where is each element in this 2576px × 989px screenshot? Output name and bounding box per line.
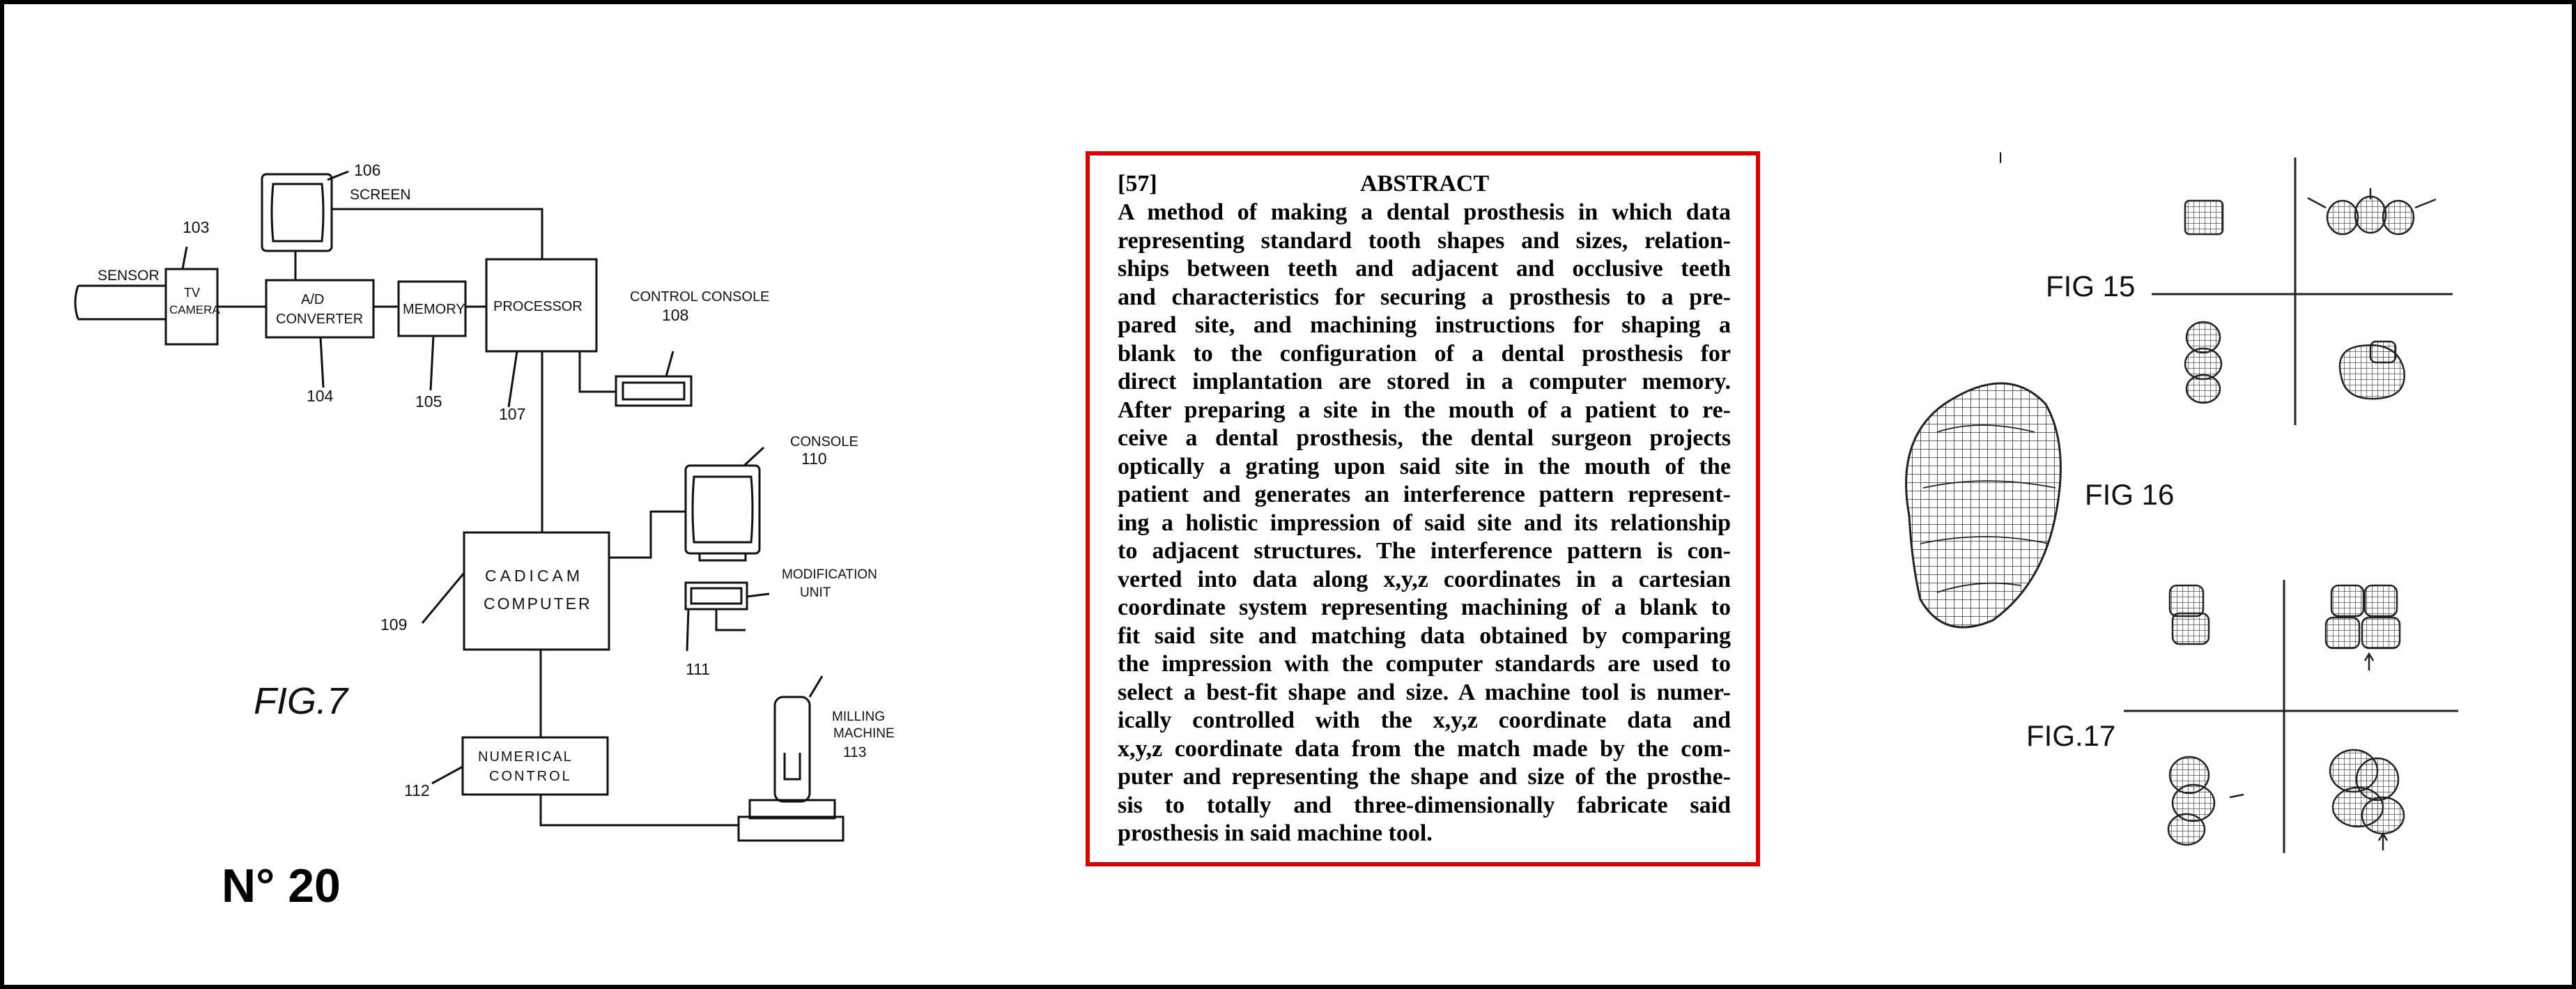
label-ad: A/D (301, 292, 325, 307)
abstract-line: coordinate system representing machining of a blank to (1118, 595, 1731, 620)
console-monitor (686, 466, 759, 553)
abstract-line: ceive a dental prosthesis, the dental surgeon projects (1118, 425, 1731, 451)
abstract-line: to adjacent structures. The interference pattern is con- (1118, 538, 1731, 564)
abstract-header (1118, 164, 1731, 199)
abstract-line: pared site, and machining instructions for shaping a (1118, 312, 1731, 338)
milling-machine-base (739, 817, 843, 841)
ref-111: 111 (686, 660, 710, 678)
tooth-figures-panel (1853, 139, 2481, 878)
ref-103: 103 (183, 218, 210, 236)
abstract-line: and characteristics for securing a prosthesis to a pre- (1118, 284, 1731, 310)
label-control-console: CONTROL CONSOLE (630, 289, 770, 305)
label-unit: UNIT (800, 585, 831, 600)
slide-number: N° 20 (222, 859, 341, 912)
abstract-line: After preparing a site in the mouth of a patient to re- (1118, 397, 1731, 423)
fig7-caption: FIG.7 (254, 680, 348, 722)
ref-110: 110 (801, 450, 827, 468)
abstract-text (1118, 199, 1731, 848)
fig15-tooth-models (2185, 188, 2436, 403)
abstract-line: prosthesis in said machine tool. (1118, 820, 1433, 846)
modification-unit-box (686, 583, 747, 609)
abstract-line: ing a holistic impression of said site and its relationship (1118, 509, 1731, 536)
ref-109: 109 (380, 615, 408, 634)
ref-108: 108 (662, 306, 689, 324)
corner-mark: I (1998, 149, 2003, 167)
ref-106: 106 (354, 161, 381, 179)
ref-113: 113 (843, 744, 867, 760)
abstract-title: ABSTRACT (1360, 171, 1490, 197)
abstract-line: x,y,z coordinate data from the match made by the com- (1118, 735, 1731, 762)
abstract-line: representing standard tooth shapes and sizes, relation- (1118, 227, 1731, 254)
label-screen: SCREEN (350, 187, 411, 203)
abstract-line: ically controlled with the x,y,z coordinate data and (1118, 707, 1731, 733)
abstract-line: fit said site and matching data obtained by comparing (1118, 622, 1731, 649)
fig17-tooth-models (2168, 585, 2404, 850)
abstract-line: verted into data along x,y,z coordinates in a cartesian (1118, 566, 1731, 592)
label-computer: COMPUTER (484, 595, 592, 613)
ref-112: 112 (404, 781, 430, 799)
ref-107: 107 (499, 405, 526, 423)
fig7-block-diagram (0, 0, 934, 906)
abstract-line: blank to the configuration of a dental prosthesis for (1118, 340, 1731, 367)
numerical-control-box (463, 737, 608, 795)
fig15-caption: FIG 15 (2046, 270, 2136, 302)
label-memory: MEMORY (403, 302, 465, 317)
label-milling: MILLING (832, 710, 886, 724)
ad-converter-box (266, 280, 373, 337)
label-converter: CONVERTER (276, 312, 364, 327)
abstract-line: puter and representing the shape and size of the prosthe- (1118, 764, 1731, 790)
fig16-tooth-model (1906, 383, 2061, 627)
abstract-line: patient and generates an interference pattern represent- (1118, 482, 1731, 507)
label-sensor: SENSOR (98, 268, 160, 284)
label-machine: MACHINE (833, 726, 895, 741)
label-control: CONTROL (489, 769, 572, 784)
fig16-caption: FIG 16 (2085, 478, 2175, 511)
abstract-line: sis to totally and three-dimensionally fabricate said (1118, 792, 1731, 818)
ref-104: 104 (307, 387, 334, 405)
label-modification: MODIFICATION (782, 567, 877, 582)
abstract-line: ships between teeth and adjacent and occlusive teeth (1118, 256, 1731, 282)
abstract-line: A method of making a dental prosthesis in which data (1118, 199, 1731, 225)
cadicam-computer-box (464, 532, 609, 650)
control-console-box (616, 376, 691, 406)
label-camera: CAMERA (169, 303, 220, 316)
ref-105: 105 (415, 392, 442, 411)
label-tv: TV (184, 286, 201, 300)
fig17-caption: FIG.17 (2026, 719, 2116, 752)
abstract-box (1086, 151, 1760, 866)
abstract-line: select a best-fit shape and size. A machine tool is numer- (1118, 679, 1731, 705)
label-numerical: NUMERICAL (478, 749, 573, 765)
abstract-line: direct implantation are stored in a computer memory. (1118, 369, 1731, 394)
abstract-line: the impression with the computer standards are used to (1118, 651, 1731, 677)
label-processor: PROCESSOR (493, 299, 583, 314)
abstract-line: optically a grating upon said site in the mouth of the (1118, 453, 1731, 480)
abstract-number: [57] (1118, 171, 1157, 197)
label-console: CONSOLE (790, 434, 858, 450)
label-cadicam: CADICAM (485, 567, 584, 585)
